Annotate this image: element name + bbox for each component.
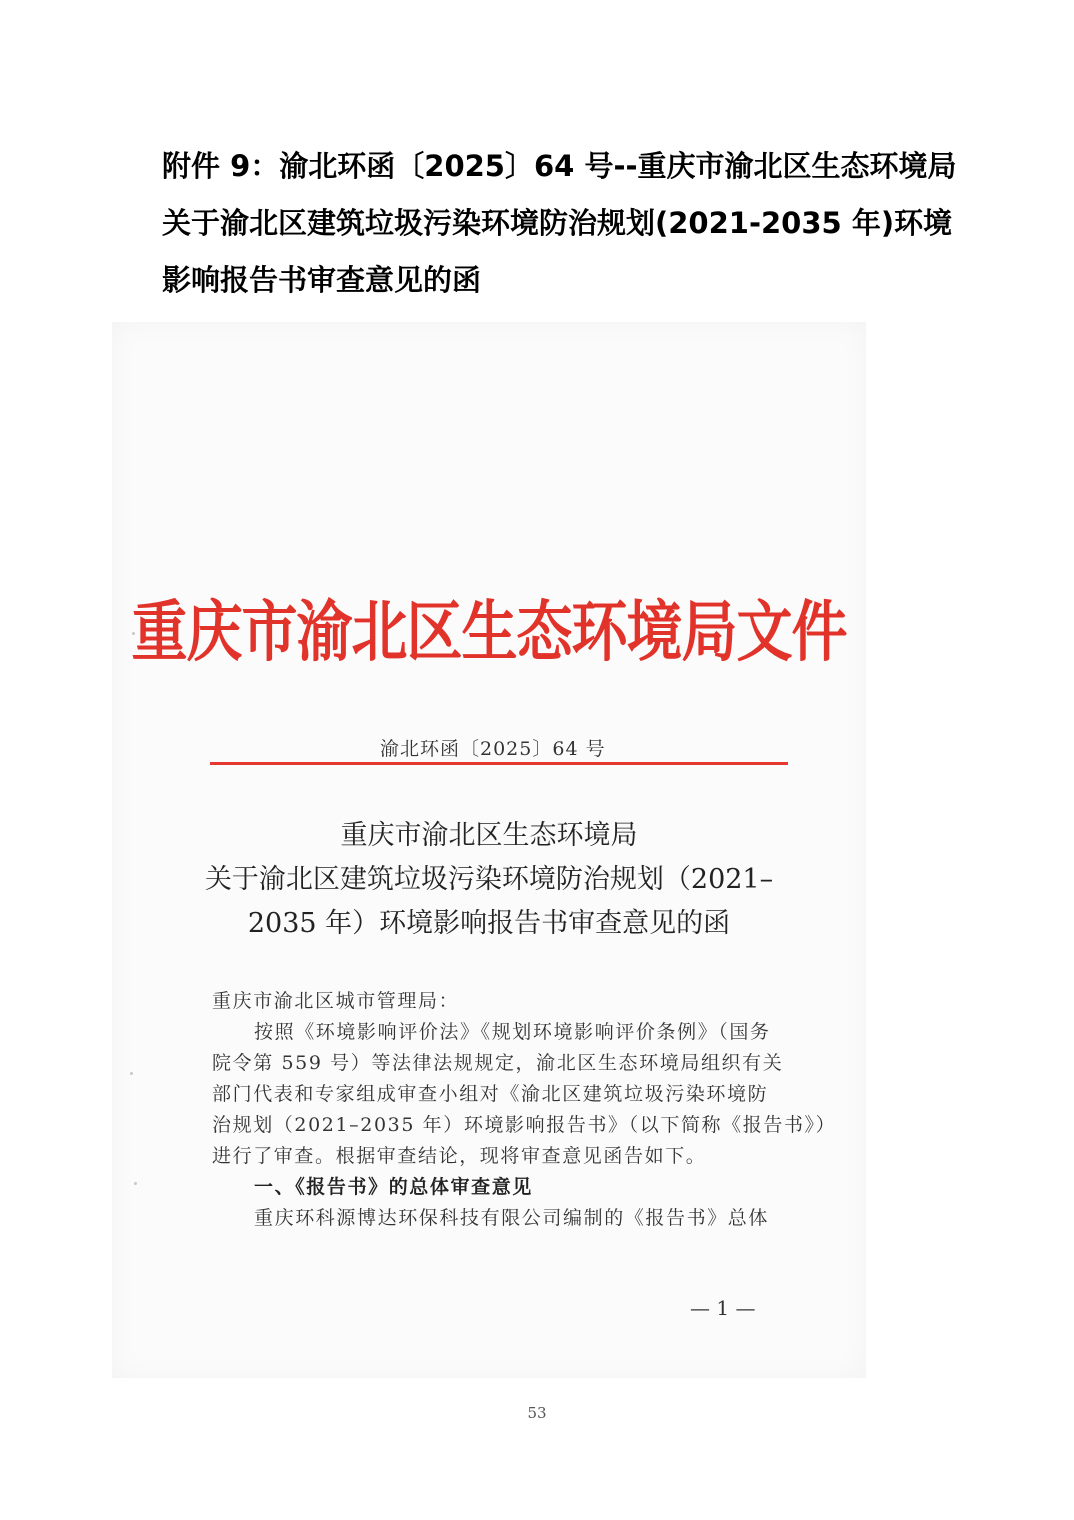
paragraph-line: 院令第 559 号）等法律法规规定，渝北区生态环境局组织有关	[212, 1052, 784, 1074]
document-body	[212, 986, 837, 1234]
paragraph-line: 进行了审查。根据审查结论，现将审查意见函告如下。	[212, 1145, 707, 1167]
document-title-line-1: 重庆市渝北区生态环境局	[340, 820, 638, 851]
document-title-line-2: 关于渝北区建筑垃圾污染环境防治规划（2021–	[204, 864, 774, 895]
red-letterhead: 重庆市渝北区生态环境局文件	[131, 592, 847, 671]
paragraph-line: 部门代表和专家组成审查小组对《渝北区建筑垃圾污染环境防	[212, 1083, 769, 1105]
paragraph-line: 治规划（2021–2035 年）环境影响报告书》（以下简称《报告书》）	[212, 1114, 837, 1136]
attachment-title-line-3: 影响报告书审查意见的函	[162, 263, 482, 297]
paragraph-line: 按照《环境影响评价法》《规划环境影响评价条例》（国务	[254, 1021, 771, 1043]
section-heading: 一、《报告书》的总体审查意见	[254, 1176, 533, 1198]
attachment-title-line-1: 附件 9：渝北环函〔2025〕64 号--重庆市渝北区生态环境局	[162, 149, 957, 183]
page-number: 53	[527, 1404, 547, 1422]
scan-speck	[134, 1182, 137, 1185]
scan-page-number: — 1 —	[690, 1296, 756, 1320]
attachment-title	[162, 138, 957, 309]
document-title-line-3: 2035 年）环境影响报告书审查意见的函	[247, 908, 731, 939]
section-first-line: 重庆环科源博达环保科技有限公司编制的《报告书》总体	[254, 1207, 770, 1229]
scanned-document-image	[112, 322, 866, 1378]
attachment-title-line-2: 关于渝北区建筑垃圾污染环境防治规划(2021-2035 年)环境	[162, 206, 953, 240]
addressee: 重庆市渝北区城市管理局：	[212, 990, 460, 1012]
document-title	[112, 814, 866, 946]
document-number: 渝北环函〔2025〕64 号	[380, 738, 606, 760]
scan-speck	[130, 1072, 133, 1075]
red-divider-line	[210, 762, 788, 765]
